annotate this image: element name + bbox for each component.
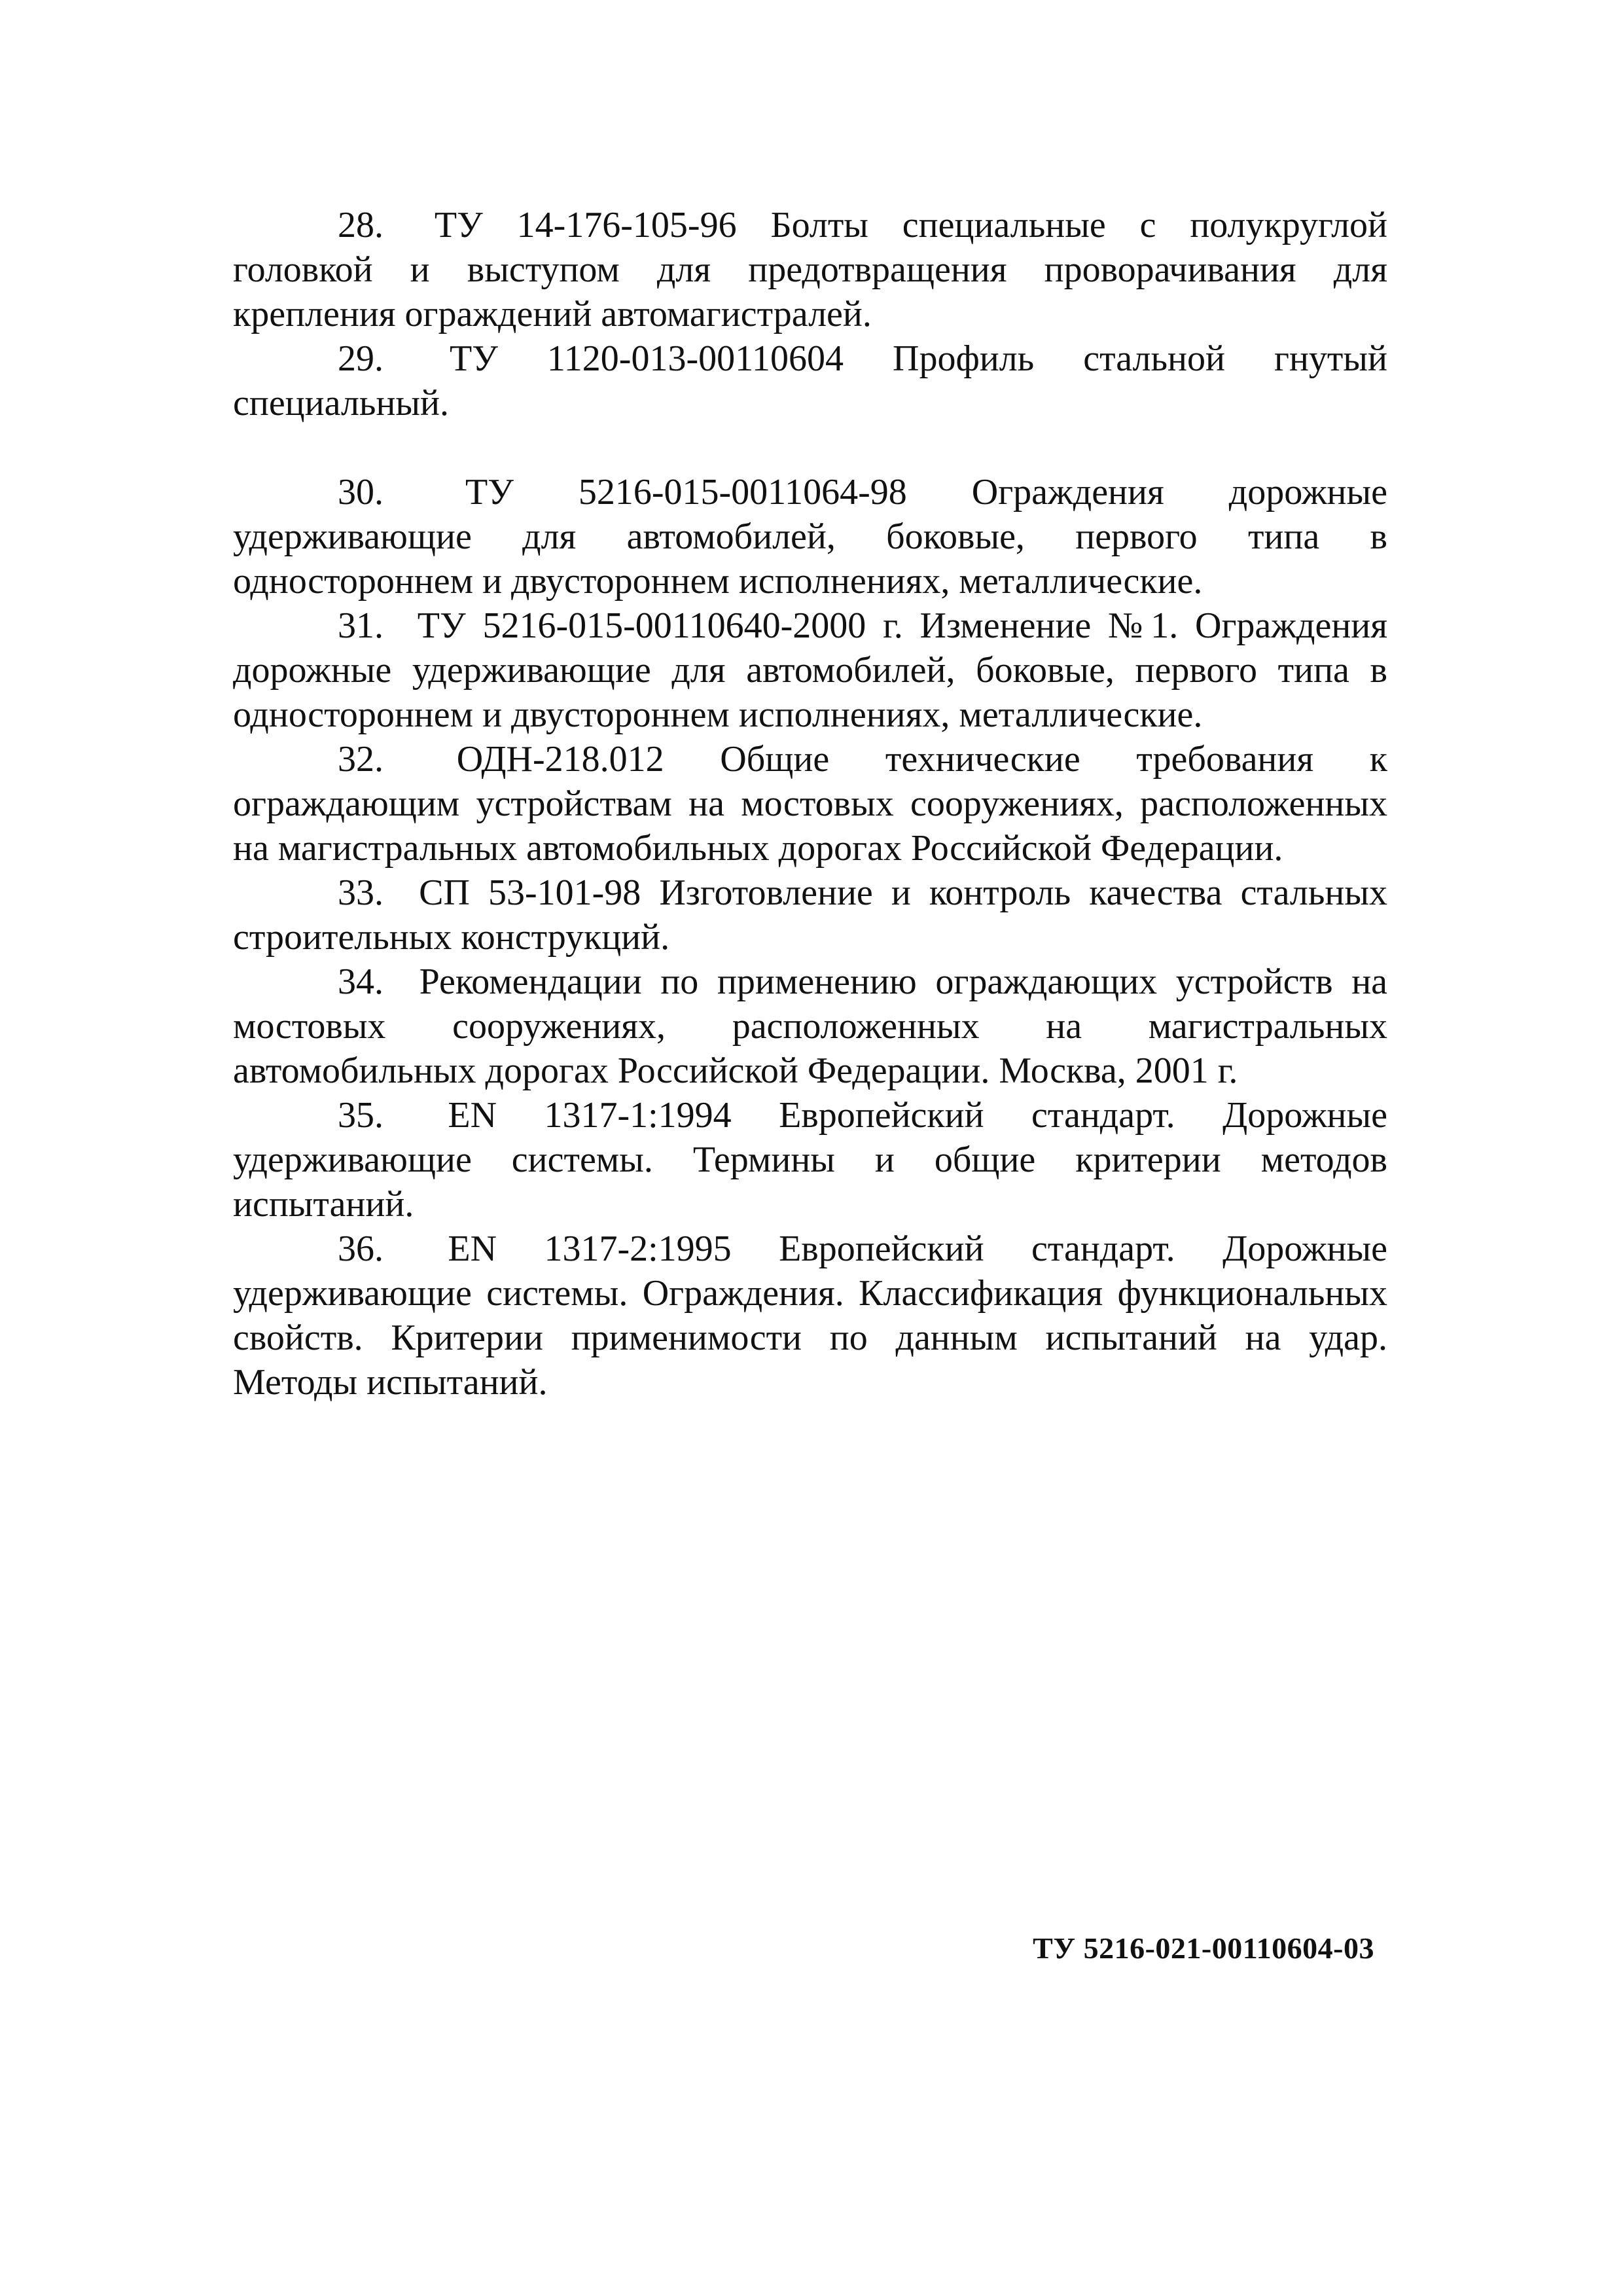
list-item [233,1227,1387,1405]
item-number: 33. [338,872,383,913]
reference-list [233,203,1387,1405]
list-item [233,603,1387,737]
list-item [233,1093,1387,1227]
item-text: ТУ 1120-013-00110604 Профиль стальной гнутый специальный. [233,338,1388,423]
item-text: ТУ 5216-015-0011064-98 Ограждения дорожные удерживающие для автомобилей, боковые, первого типа в одностороннем и двустороннем исполнениях, металлические. [233,472,1387,601]
item-text: EN 1317-2:1995 Европейский стандарт. Дорожные удерживающие системы. Ограждения. Классификация функциональных свойств. Критерии применимости по данным испытаний на удар. Методы испытаний. [233,1229,1388,1403]
item-text: СП 53-101-98 Изготовление и контроль качества стальных строительных конструкций. [233,872,1388,958]
item-text: ОДН-218.012 Общие технические требования к ограждающим устройствам на мостовых сооружениях, расположенных на магистральных автомобильных дорогах Российской Федерации. [233,739,1388,869]
item-number: 36. [338,1229,383,1269]
item-number: 31. [338,605,383,646]
item-number: 34. [338,961,383,1002]
item-text: ТУ 5216-015-00110640-2000 г. Изменение №1. Ограждения дорожные удерживающие для автомобилей, боковые, первого типа в одностороннем и двустороннем исполнениях, металлические. [233,605,1388,735]
list-item [233,470,1387,603]
item-text: ТУ 14-176-105-96 Болты специальные с полукруглой головкой и выступом для предотвращения проворачивания для крепления ограждений автомагистралей. [233,205,1388,334]
item-number: 32. [338,739,383,780]
list-item [233,336,1387,425]
item-number: 28. [338,205,383,245]
item-text: Рекомендации по применению ограждающих устройств на мостовых сооружениях, расположенных на магистральных автомобильных дорогах Российской Федерации. Москва, 2001 г. [233,961,1388,1091]
item-number: 29. [338,338,383,379]
item-number: 30. [338,472,383,512]
item-text: EN 1317-1:1994 Европейский стандарт. Дорожные удерживающие системы. Термины и общие критерии методов испытаний. [233,1095,1388,1225]
document-code-footer: ТУ 5216-021-00110604-03 [1033,1931,1374,1965]
list-item [233,203,1387,336]
item-number: 35. [338,1095,383,1136]
list-item [233,870,1387,960]
list-item [233,737,1387,870]
list-item [233,960,1387,1093]
